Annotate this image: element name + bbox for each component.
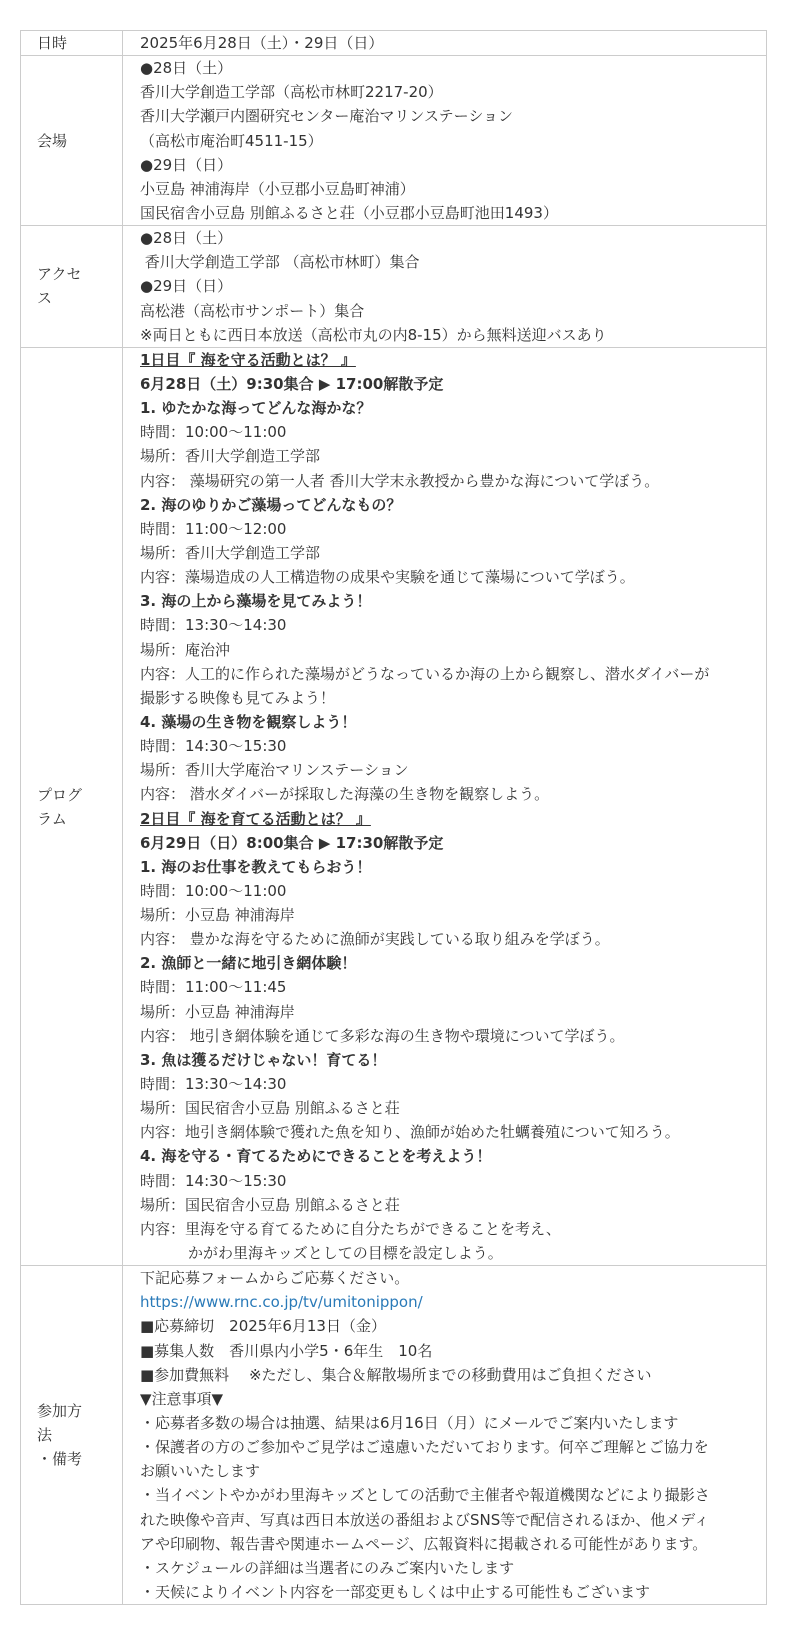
day2-item1-content: 内容： 豊かな海を守るために漁師が実践している取り組みを学ぼう。 bbox=[140, 930, 610, 949]
day1-item3-title: 3. 海の上から藻場を見てみよう！ bbox=[140, 592, 372, 611]
row-date-value bbox=[123, 31, 767, 56]
day1-heading: 1日目『 海を守る活動とは？ 』 bbox=[140, 350, 356, 369]
row-venue-value bbox=[123, 56, 767, 226]
day1-item3-content-cont: 撮影する映像も見てみよう！ bbox=[140, 688, 336, 707]
day2-item3-place: 場所：国民宿舎小豆島 別館ふるさと荘 bbox=[140, 1099, 400, 1118]
day1-item1-time: 時間：10:00～11:00 bbox=[140, 423, 287, 442]
note-line: アや印刷物、報告書や関連ホームページ、広報資料に掲載される可能性があります。 bbox=[140, 1534, 708, 1553]
day2-item2-time: 時間：11:00～11:45 bbox=[140, 978, 287, 997]
day2-item3-time: 時間：13:30～14:30 bbox=[140, 1075, 287, 1094]
access-line: ※両日ともに西日本放送（高松市丸の内8-15）から無料送迎バスあり bbox=[140, 325, 607, 344]
row-apply-value bbox=[123, 1266, 767, 1605]
day1-item3-place: 場所：庵治沖 bbox=[140, 640, 231, 659]
day1-item4-place: 場所：香川大学庵治マリンステーション bbox=[140, 761, 409, 780]
day2-item2-content: 内容： 地引き網体験を通じて多彩な海の生き物や環境について学ぼう。 bbox=[140, 1026, 625, 1045]
apply-intro: 下記応募フォームからご応募ください。 bbox=[140, 1269, 410, 1288]
note-line: ・保護者の方のご参加やご見学はご遠慮いただいております。何卒ご理解とご協力を bbox=[140, 1438, 709, 1457]
day1-item2-time: 時間：11:00～12:00 bbox=[140, 519, 287, 538]
day2-item1-title: 1. 海のお仕事を教えてもらおう！ bbox=[140, 857, 372, 876]
day2-item2-title: 2. 漁師と一緒に地引き網体験！ bbox=[140, 954, 357, 973]
day1-item1-title: 1. ゆたかな海ってどんな海かな？ bbox=[140, 399, 372, 418]
note-line: お願いいたします bbox=[140, 1462, 261, 1481]
venue-line: 香川大学創造工学部（高松市林町2217-20） bbox=[140, 83, 443, 102]
day2-heading: 2日目『 海を育てる活動とは？ 』 bbox=[140, 809, 371, 828]
venue-line: 国民宿舎小豆島 別館ふるさと荘（小豆郡小豆島町池田1493） bbox=[140, 203, 558, 222]
event-info bbox=[20, 30, 767, 1605]
note-line: ・スケジュールの詳細は当選者にのみご案内いたします bbox=[140, 1558, 515, 1577]
note-line: ・天候によりイベント内容を一部変更もしくは中止する可能性もございます bbox=[140, 1583, 651, 1601]
row-apply-label: 参加方 法 ・備考 bbox=[21, 1266, 123, 1605]
access-line: 高松港（高松市サンポート）集合 bbox=[140, 301, 365, 320]
access-line: ●28日（土） bbox=[140, 229, 233, 248]
row-access-value bbox=[123, 226, 767, 348]
venue-line: ●28日（土） bbox=[140, 59, 233, 78]
venue-line: （高松市庵治町4511-15） bbox=[140, 131, 323, 150]
day2-item3-content: 内容：地引き網体験で獲れた魚を知り、漁師が始めた牡蠣養殖について知ろう。 bbox=[140, 1123, 680, 1142]
day2-item4-time: 時間：14:30～15:30 bbox=[140, 1171, 287, 1190]
note-line: ・応募者多数の場合は抽選、結果は6月16日（月）にメールでご案内いたします bbox=[140, 1414, 679, 1433]
row-apply bbox=[21, 1266, 767, 1605]
apply-capacity: ■募集人数 香川県内小学5・6年生 10名 bbox=[140, 1341, 433, 1360]
access-line: 香川大学創造工学部 （高松市林町）集合 bbox=[140, 253, 420, 272]
row-program-label: プログ ラム bbox=[21, 347, 123, 1265]
row-date bbox=[21, 31, 767, 56]
apply-fee: ■参加費無料 ※ただし、集合＆解散場所までの移動費用はご負担ください bbox=[140, 1365, 652, 1384]
row-date-label: 日時 bbox=[21, 31, 123, 56]
day2-item1-time: 時間：10:00～11:00 bbox=[140, 881, 287, 900]
day1-item4-title: 4. 藻場の生き物を観察しよう！ bbox=[140, 712, 357, 731]
row-program bbox=[21, 347, 767, 1265]
apply-deadline: ■応募締切 2025年6月13日（金） bbox=[140, 1317, 386, 1336]
access-line: ●29日（日） bbox=[140, 277, 233, 296]
day2-item4-content-cont: かがわ里海キッズとしての目標を設定しよう。 bbox=[188, 1244, 503, 1263]
venue-line: ●29日（日） bbox=[140, 155, 233, 174]
day2-item4-content: 内容：里海を守る育てるために自分たちができることを考え、 bbox=[140, 1219, 561, 1238]
day2-item3-title: 3. 魚は獲るだけじゃない！育てる！ bbox=[140, 1050, 387, 1069]
notes-heading: ▼注意事項▼ bbox=[140, 1389, 224, 1408]
day2-item4-title: 4. 海を守る・育てるためにできることを考えよう！ bbox=[140, 1147, 492, 1166]
row-venue-label: 会場 bbox=[21, 56, 123, 226]
day1-item4-content: 内容： 潜水ダイバーが採取した海藻の生き物を観察しよう。 bbox=[140, 785, 550, 804]
day2-item2-place: 場所：小豆島 神浦海岸 bbox=[140, 1002, 295, 1021]
day1-item1-content: 内容： 藻場研究の第一人者 香川大学末永教授から豊かな海について学ぼう。 bbox=[140, 471, 660, 490]
venue-line: 小豆島 神浦海岸（小豆郡小豆島町神浦） bbox=[140, 179, 415, 198]
day1-item2-place: 場所：香川大学創造工学部 bbox=[140, 543, 321, 562]
row-access bbox=[21, 226, 767, 348]
venue-line: 香川大学瀬戸内圏研究センター庵治マリンステーション bbox=[140, 107, 514, 126]
day1-item3-time: 時間：13:30～14:30 bbox=[140, 616, 287, 635]
event-info-table bbox=[20, 30, 767, 1605]
day1-item2-title: 2. 海のゆりかご藻場ってどんなもの？ bbox=[140, 495, 402, 514]
row-venue bbox=[21, 56, 767, 226]
row-program-value bbox=[123, 347, 767, 1265]
date-text: 2025年6月28日（土）・29日（日） bbox=[140, 34, 384, 52]
day1-item3-content: 内容：人工的に作られた藻場がどうなっているか海の上から観察し、潜水ダイバーが bbox=[140, 664, 710, 683]
day2-item4-place: 場所：国民宿舎小豆島 別館ふるさと荘 bbox=[140, 1195, 400, 1214]
note-line: ・当イベントやかがわ里海キッズとしての活動で主催者や報道機関などにより撮影さ bbox=[140, 1486, 710, 1505]
day2-item1-place: 場所：小豆島 神浦海岸 bbox=[140, 906, 295, 925]
application-form-link[interactable]: https://www.rnc.co.jp/tv/umitonippon/ bbox=[140, 1293, 423, 1312]
day1-item2-content: 内容：藻場造成の人工構造物の成果や実験を通じて藻場について学ぼう。 bbox=[140, 568, 635, 587]
day1-item4-time: 時間：14:30～15:30 bbox=[140, 737, 287, 756]
day1-item1-place: 場所：香川大学創造工学部 bbox=[140, 447, 321, 466]
day2-schedule: 6月29日（日）8:00集合 ▶ 17:30解散予定 bbox=[140, 833, 444, 852]
row-access-label: アクセ ス bbox=[21, 226, 123, 348]
day1-schedule: 6月28日（土）9:30集合 ▶ 17:00解散予定 bbox=[140, 374, 444, 393]
note-line: れた映像や音声、写真は西日本放送の番組およびSNS等で配信されるほか、他メディ bbox=[140, 1510, 710, 1529]
